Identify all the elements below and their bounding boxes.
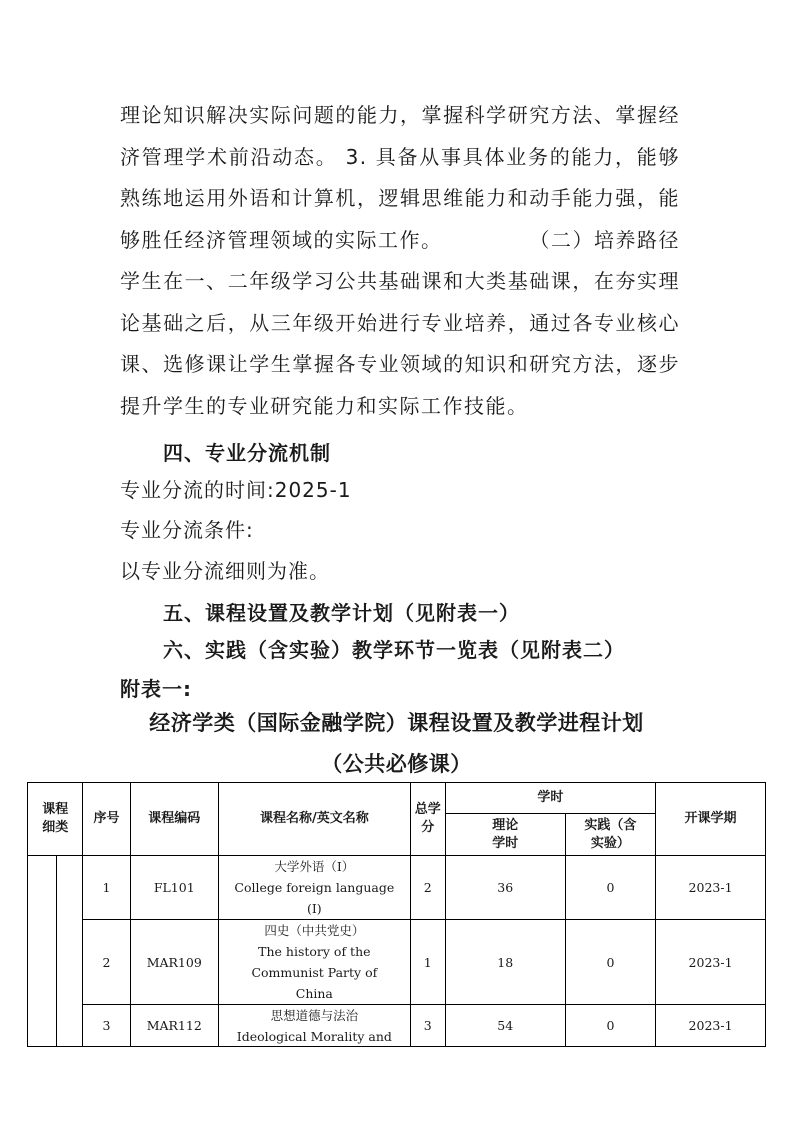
intro-line-with-heading	[120, 220, 680, 262]
section4-heading: 四、专业分流机制	[163, 441, 331, 465]
row-theory: 54	[445, 1005, 565, 1047]
intro-line: 论基础之后，从三年级开始进行专业培养，通过各专业核心	[120, 310, 680, 335]
header-code: 课程编码	[130, 783, 218, 856]
row-name-cn: 大学外语（I）	[274, 859, 355, 874]
intro-line: 济管理学术前沿动态。 3. 具备从事具体业务的能力，能够	[120, 144, 680, 169]
table-row	[28, 856, 766, 920]
intro-paragraph	[120, 95, 680, 427]
row-code: MAR112	[130, 1005, 218, 1047]
category-cell-inner	[56, 856, 83, 1047]
row-name	[218, 856, 410, 920]
category-cell-outer	[28, 856, 57, 1047]
row-semester: 2023-1	[656, 920, 766, 1005]
row-credits: 3	[410, 1005, 445, 1047]
row-name-en: College foreign language (I)	[234, 880, 395, 916]
row-semester: 2023-1	[656, 1005, 766, 1047]
row-practice: 0	[565, 856, 655, 920]
diversion-time: 专业分流的时间:2025-1	[120, 478, 352, 502]
row-seq: 3	[83, 1005, 130, 1047]
intro-line: 提升学生的专业研究能力和实际工作技能。	[120, 393, 529, 418]
appendix-label: 附表一:	[120, 677, 192, 701]
row-name	[218, 1005, 410, 1047]
intro-line: 课、选修课让学生掌握各专业领域的知识和研究方法，逐步	[120, 352, 680, 376]
intro-line: 熟练地运用外语和计算机，逻辑思维能力和动手能力强，能	[120, 186, 680, 210]
header-category: 课程细类	[28, 783, 83, 856]
row-practice: 0	[565, 1005, 655, 1047]
row-name-cn: 思想道德与法治	[270, 1008, 359, 1023]
row-name-en: Ideological Morality and	[236, 1029, 392, 1044]
diversion-condition: 以专业分流细则为准。	[120, 559, 330, 583]
header-hours: 学时	[445, 783, 655, 814]
row-code: MAR109	[130, 920, 218, 1005]
row-credits: 1	[410, 920, 445, 1005]
row-semester: 2023-1	[656, 856, 766, 920]
row-name-cn: 四史（中共党史）	[264, 923, 365, 938]
table-row	[28, 920, 766, 1005]
row-name-en: The history of the Communist Party of China	[251, 944, 378, 1001]
row-credits: 2	[410, 856, 445, 920]
diversion-condition-label: 专业分流条件:	[120, 518, 254, 542]
intro-line: 够胜任经济管理领域的实际工作。	[120, 227, 443, 252]
header-seq: 序号	[83, 783, 130, 856]
row-practice: 0	[565, 920, 655, 1005]
header-credits: 总学分	[410, 783, 445, 856]
header-practice: 实践（含实验）	[565, 814, 655, 856]
row-theory: 36	[445, 856, 565, 920]
header-semester: 开课学期	[656, 783, 766, 856]
row-name	[218, 920, 410, 1005]
table-subtitle: （公共必修课）	[321, 752, 472, 776]
row-seq: 1	[83, 856, 130, 920]
section6-heading: 六、实践（含实验）教学环节一览表（见附表二）	[163, 638, 625, 662]
intro-line: 学生在一、二年级学习公共基础课和大类基础课，在夯实理	[120, 269, 680, 293]
inline-heading-training-path: （二）培养路径	[529, 227, 680, 252]
section5-heading: 五、课程设置及教学计划（见附表一）	[163, 601, 520, 625]
table-row	[28, 1005, 766, 1047]
row-seq: 2	[83, 920, 130, 1005]
table-title: 经济学类（国际金融学院）课程设置及教学进程计划	[149, 711, 644, 735]
row-theory: 18	[445, 920, 565, 1005]
header-theory: 理论学时	[445, 814, 565, 856]
intro-line: 理论知识解决实际问题的能力，掌握科学研究方法、掌握经	[120, 103, 680, 127]
course-table	[27, 782, 766, 1047]
header-name: 课程名称/英文名称	[218, 783, 410, 856]
row-code: FL101	[130, 856, 218, 920]
